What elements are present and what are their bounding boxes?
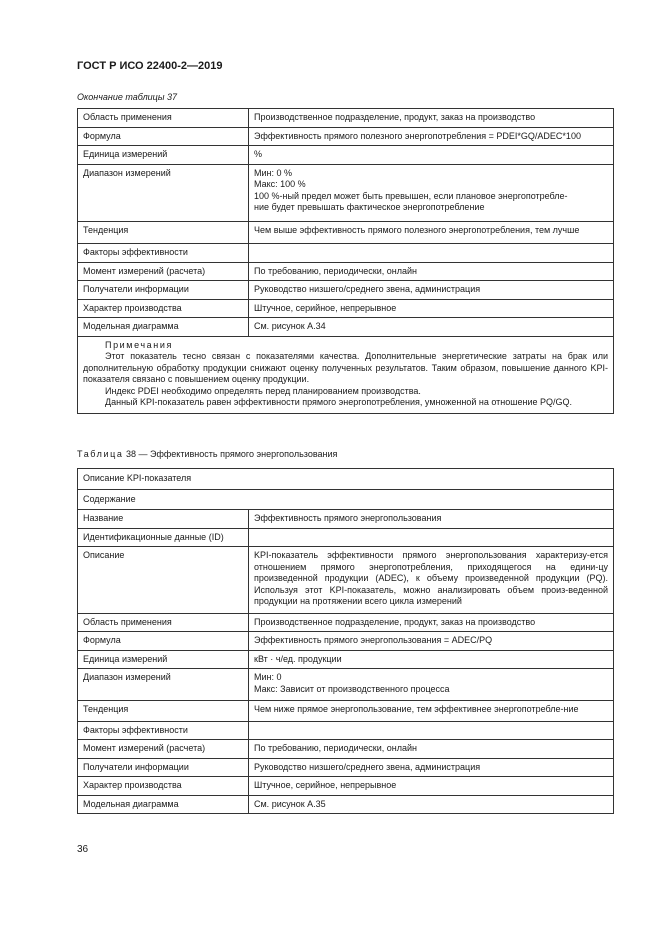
row-value: Мин: 0 % Макс: 100 % 100 %-ный предел может быть превышен, если плановое энергопотребле- ние будет превышать фактическое энергопотребление [249,164,614,221]
row-value: По требованию, периодически, онлайн [249,740,614,759]
row-value: См. рисунок А.34 [249,318,614,337]
row-value: Штучное, серийное, непрерывное [249,299,614,318]
table-header-row [78,469,614,490]
table-row [78,650,614,669]
row-label: Тенденция [78,221,249,244]
row-value: % [249,146,614,165]
row-label: Область применения [78,613,249,632]
table-row [78,244,614,263]
note-text: Этот показатель тесно связан с показателями качества. Дополнительные энергетические затраты на брак или дополнительную обработку продукции снижают оценку полученных результатов. Таким образом, повышение данного KPI-показателя связано с повышением оценку продукции. [83,351,608,384]
row-label: Название [78,510,249,529]
table-row [78,669,614,701]
table-row [78,740,614,759]
document-header: ГОСТ Р ИСО 22400-2—2019 [77,60,223,72]
row-label: Идентификационные данные (ID) [78,528,249,547]
table-row [78,164,614,221]
table-row [78,528,614,547]
table-row [78,701,614,722]
row-value: Штучное, серийное, непрерывное [249,777,614,796]
row-label: Формула [78,127,249,146]
row-label: Диапазон измерений [78,669,249,701]
table-row [78,721,614,740]
row-value: KPI-показатель эффективности прямого энергопользования характеризу-ется отношением прямого энергопотребления, приходящегося на едини-цу произведенной продукции (ADEC), к объему произведенной продукции (PQ). Используя этот KPI-показатель, можно анализировать объем произ-веденной продукции на протяжении всего цикла измерений [249,547,614,614]
table38-caption-title: 38 — Эффективность прямого энергопользования [126,449,338,459]
note-text: Данный KPI-показатель равен эффективности прямого энергопотребления, умноженной на отношение PQ/GQ. [105,397,572,407]
table-row [78,758,614,777]
row-value: Производственное подразделение, продукт, заказ на производство [249,109,614,128]
table-subheader: Содержание [78,489,614,510]
table38-caption [77,449,337,459]
table-row [78,127,614,146]
table37-caption: Окончание таблицы 37 [77,92,177,102]
note-text: Индекс PDEI необходимо определять перед планированием производства. [105,385,421,396]
row-value: Эффективность прямого энергопользования [249,510,614,529]
row-label: Модельная диаграмма [78,795,249,814]
row-label: Характер производства [78,777,249,796]
table-row [78,547,614,614]
row-value: Чем выше эффективность прямого полезного энергопотребления, тем лучше [249,221,614,244]
row-label: Единица измерений [78,146,249,165]
row-label: Получатели информации [78,281,249,300]
row-label: Получатели информации [78,758,249,777]
row-label: Модельная диаграмма [78,318,249,337]
table-row [78,777,614,796]
table-header: Описание KPI-показателя [78,469,614,490]
row-label: Формула [78,632,249,651]
notes-cell [78,336,614,413]
table-row [78,281,614,300]
row-label: Диапазон измерений [78,164,249,221]
row-value: Руководство низшего/среднего звена, администрация [249,758,614,777]
table37 [77,108,614,414]
row-label: Момент измерений (расчета) [78,262,249,281]
page-number: 36 [77,844,89,855]
table-row [78,632,614,651]
table-row [78,299,614,318]
table-row [78,795,614,814]
row-value: Чем ниже прямое энергопользование, тем эффективнее энергопотребле-ние [249,701,614,722]
row-value: Эффективность прямого энергопользования = ADEC/PQ [249,632,614,651]
row-value: По требованию, периодически, онлайн [249,262,614,281]
row-label: Тенденция [78,701,249,722]
row-label: Факторы эффективности [78,244,249,263]
table-row [78,510,614,529]
row-value [249,721,614,740]
row-label: Характер производства [78,299,249,318]
table-header-row [78,489,614,510]
notes-row [78,336,614,413]
row-label: Единица измерений [78,650,249,669]
row-value: См. рисунок А.35 [249,795,614,814]
row-label: Момент измерений (расчета) [78,740,249,759]
row-value: Производственное подразделение, продукт, заказ на производство [249,613,614,632]
table38 [77,468,614,814]
row-value: Руководство низшего/среднего звена, администрация [249,281,614,300]
row-value: Мин: 0 Макс: Зависит от производственного процесса [249,669,614,701]
row-value: Эффективность прямого полезного энергопотребления = PDEI*GQ/ADEC*100 [249,127,614,146]
row-label: Описание [78,547,249,614]
notes-title: Примечания [105,339,173,350]
table-row [78,221,614,244]
table-row [78,318,614,337]
table38-caption-word: Таблица [77,449,124,459]
table-row [78,262,614,281]
table-row [78,613,614,632]
row-value [249,528,614,547]
table-row [78,109,614,128]
table-row [78,146,614,165]
row-label: Область применения [78,109,249,128]
row-value: кВт · ч/ед. продукции [249,650,614,669]
row-label: Факторы эффективности [78,721,249,740]
row-value [249,244,614,263]
